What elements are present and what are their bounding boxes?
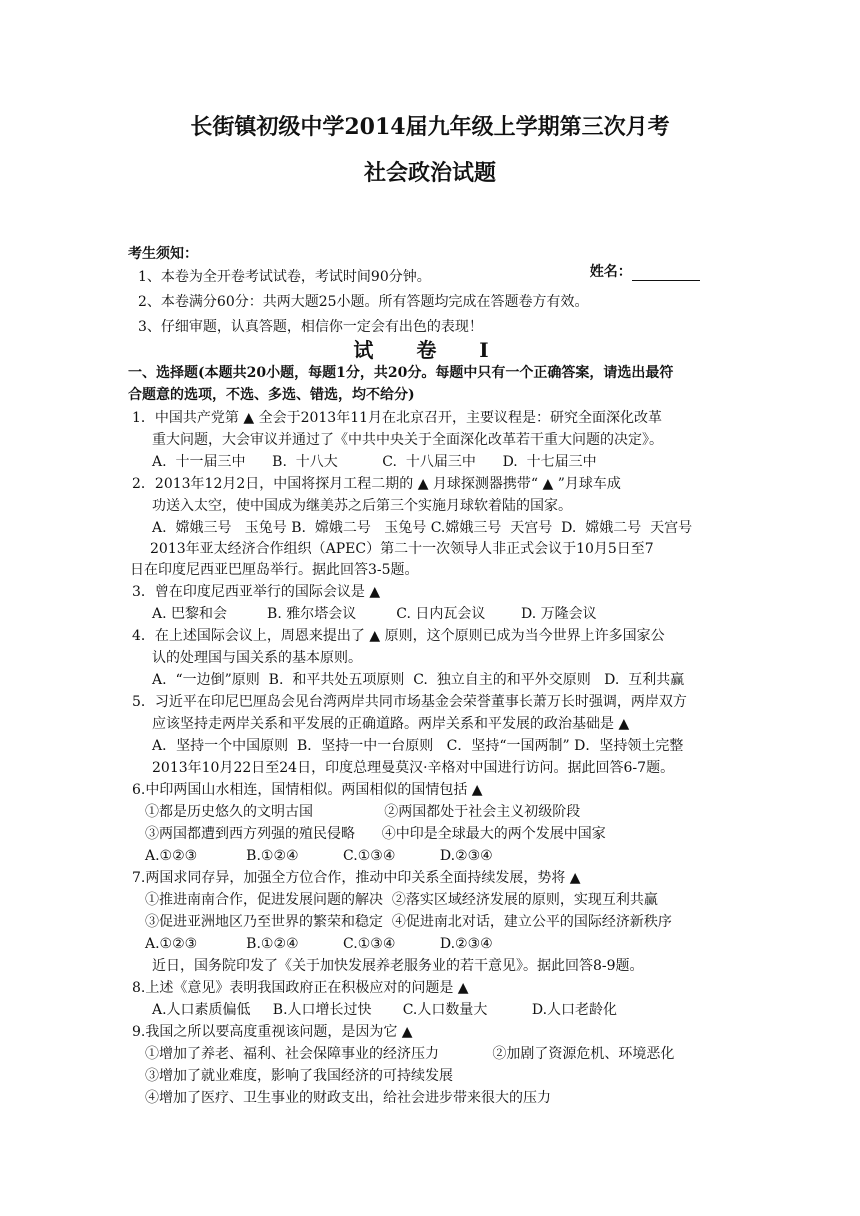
material-line: 近日，国务院印发了《关于加快发展养老服务业的若干意见》。据此回答8-9题。 bbox=[152, 958, 644, 974]
notice-item: 1、本卷为全开卷考试试卷，考试时间90分钟。 bbox=[138, 269, 431, 285]
options-line: A. “一边倒”原则 B. 和平共处五项原则 C. 独立自主的和平外交原则 D. 互利共赢 bbox=[152, 672, 685, 688]
question-line: 5．习近平在印尼巴厘岛会见台湾两岸共同市场基金会荣誉董事长萧万长时强调，两岸双方 bbox=[132, 694, 687, 710]
notice-label: 考生须知： bbox=[128, 246, 198, 262]
material-line: 日在印度尼西亚巴厘岛举行。据此回答3-5题。 bbox=[130, 562, 419, 578]
options-line: A. 嫦娥三号 玉兔号 B. 嫦娥二号 玉兔号 C.嫦娥三号 天宫号 D. 嫦娥二号 天宫号 bbox=[152, 520, 693, 536]
notice-item: 2、本卷满分60分：共两大题25小题。所有答题均完成在答题卷方有效。 bbox=[138, 294, 589, 310]
statement-line: ④增加了医疗、卫生事业的财政支出，给社会进步带来很大的压力 bbox=[145, 1090, 551, 1106]
statement-line: ③促进亚洲地区乃至世界的繁荣和稳定 ④促进南北对话，建立公平的国际经济新秩序 bbox=[145, 914, 672, 930]
options-line: A.①②③ B.①②④ C.①③④ D.②③④ bbox=[145, 936, 493, 952]
options-line: A. 十一届三中 B. 十八大 C. 十八届三中 D. 十七届三中 bbox=[152, 454, 597, 470]
part1-heading: 一、选择题(本题共20小题，每题1分，共20分。每题中只有一个正确答案，请选出最符 bbox=[128, 365, 674, 381]
section-title: 试 卷 Ⅰ bbox=[353, 338, 507, 362]
statement-line: ①增加了养老、福利、社会保障事业的经济压力 ②加剧了资源危机、环境恶化 bbox=[145, 1046, 675, 1062]
statement-line: ③两国都遭到西方列强的殖民侵略 ④中印是全球最大的两个发展中国家 bbox=[145, 826, 606, 842]
question-line: 应该坚持走两岸关系和平发展的正确道路。两岸关系和平发展的政治基础是 ▲ bbox=[152, 716, 630, 732]
name-blank bbox=[632, 266, 700, 281]
exam-subtitle: 社会政治试题 bbox=[363, 160, 496, 186]
notice-item: 3、仔细审题，认真答题，相信你一定会有出色的表现！ bbox=[138, 319, 483, 335]
question-line: 认的处理国与国关系的基本原则。 bbox=[152, 650, 362, 666]
question-line: 重大问题，大会审议并通过了《中共中央关于全面深化改革若干重大问题的决定》。 bbox=[152, 432, 663, 448]
question-line: 4．在上述国际会议上，周恩来提出了 ▲ 原则，这个原则已成为当今世界上许多国家公 bbox=[132, 628, 665, 644]
statement-line: ③增加了就业难度，影响了我国经济的可持续发展 bbox=[145, 1068, 453, 1084]
statement-line: ①推进南南合作，促进发展问题的解决 ②落实区域经济发展的原则，实现互利共赢 bbox=[145, 892, 658, 908]
question-line: 1．中国共产党第 ▲ 全会于2013年11月在北京召开，主要议程是：研究全面深化改革 bbox=[132, 410, 663, 426]
options-line: A.①②③ B.①②④ C.①③④ D.②③④ bbox=[145, 848, 493, 864]
options-line: A．坚持一个中国原则 B．坚持一中一台原则 C．坚持“一国两制” D．坚持领土完整 bbox=[152, 738, 684, 754]
name-label: 姓名： bbox=[589, 264, 632, 280]
exam-title: 长街镇初级中学2014届九年级上学期第三次月考 bbox=[190, 114, 670, 140]
statement-line: ①都是历史悠久的文明古国 ②两国都处于社会主义初级阶段 bbox=[145, 804, 581, 820]
question-line: 6.中印两国山水相连，国情相似。两国相似的国情包括 ▲ bbox=[132, 782, 483, 798]
question-line: 8.上述《意见》表明我国政府正在积极应对的问题是 ▲ bbox=[132, 980, 469, 996]
part1-heading-cont: 合题意的选项，不选、多选、错选，均不给分) bbox=[128, 387, 415, 403]
options-line: A. 巴黎和会 B. 雅尔塔会议 C. 日内瓦会议 D. 万隆会议 bbox=[152, 606, 597, 622]
question-line: 7.两国求同存异，加强全方位合作，推动中印关系全面持续发展，势将 ▲ bbox=[132, 870, 581, 886]
name-field bbox=[580, 245, 700, 281]
question-line: 9.我国之所以要高度重视该问题，是因为它 ▲ bbox=[132, 1024, 413, 1040]
question-line: 2．2013年12月2日，中国将探月工程二期的 ▲ 月球探测器携带“ ▲ ”月球车成 bbox=[132, 476, 621, 492]
question-line: 3．曾在印度尼西亚举行的国际会议是 ▲ bbox=[132, 584, 381, 600]
material-line: 2013年亚太经济合作组织（APEC）第二十一次领导人非正式会议于10月5日至7 bbox=[150, 541, 654, 557]
question-line: 功送入太空，使中国成为继美苏之后第三个实施月球软着陆的国家。 bbox=[152, 498, 572, 514]
options-line: A.人口素质偏低 B.人口增长过快 C.人口数量大 D.人口老龄化 bbox=[152, 1002, 618, 1018]
material-line: 2013年10月22日至24日，印度总理曼莫汉·辛格对中国进行访问。据此回答6-7题。 bbox=[152, 760, 675, 776]
